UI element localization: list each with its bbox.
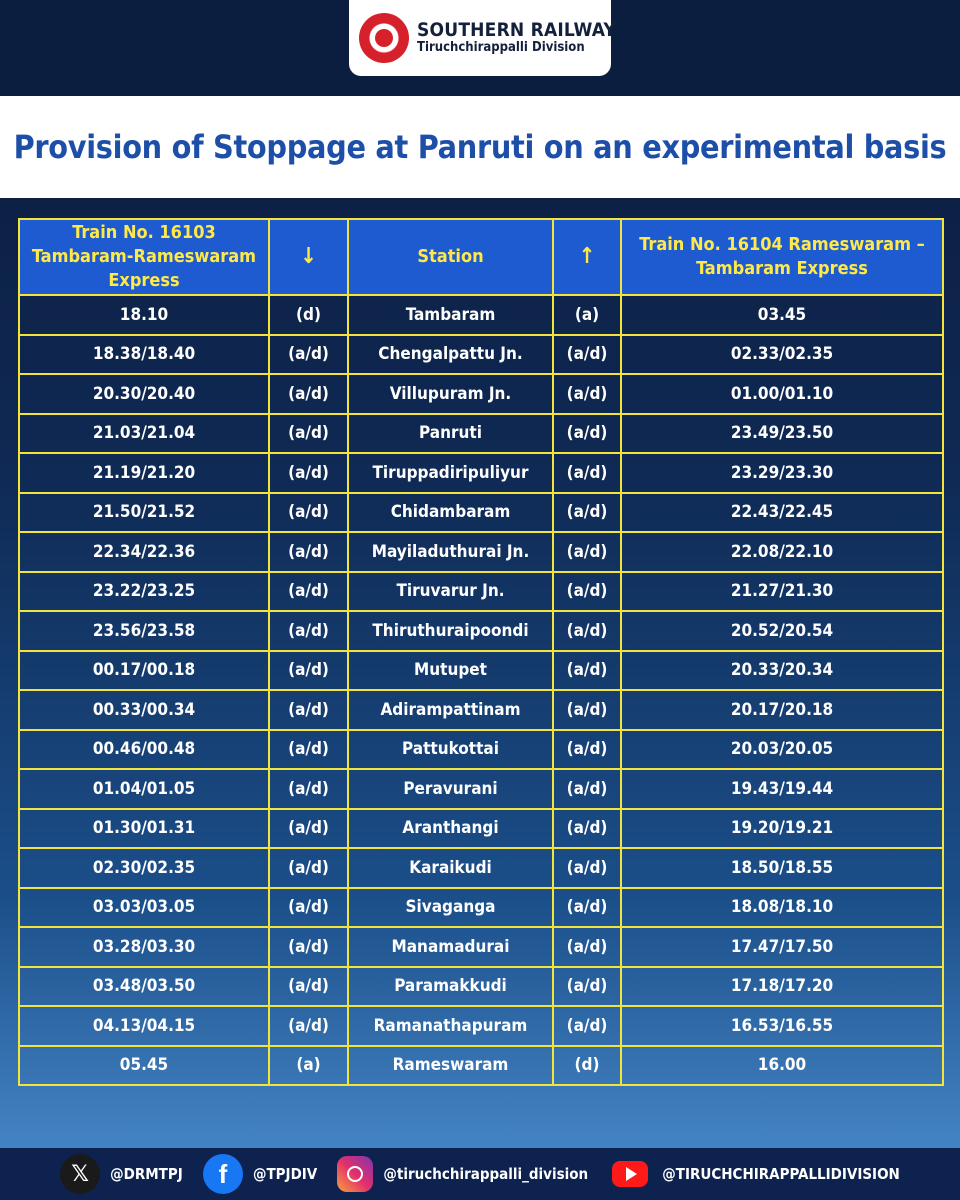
cell-train-16104-time: 20.17/20.18 <box>621 690 943 730</box>
cell-station: Tiruvarur Jn. <box>348 572 553 612</box>
table-row <box>19 335 943 375</box>
cell-station: Paramakkudi <box>348 967 553 1007</box>
instagram-handle: @tiruchchirappalli_division <box>383 1165 589 1183</box>
cell-station: Villupuram Jn. <box>348 374 553 414</box>
cell-train-16104-time: 22.08/22.10 <box>621 532 943 572</box>
x-icon: 𝕏 <box>60 1154 100 1194</box>
cell-train-16103-time: 01.30/01.31 <box>19 809 269 849</box>
cell-up-mode: (a/d) <box>553 374 621 414</box>
cell-down-mode: (a/d) <box>269 809 348 849</box>
social-x[interactable] <box>60 1154 183 1194</box>
cell-down-mode: (a/d) <box>269 414 348 454</box>
cell-up-mode: (a/d) <box>553 414 621 454</box>
cell-up-mode: (a/d) <box>553 611 621 651</box>
table-row <box>19 651 943 691</box>
logo-title: SOUTHERN RAILWAY <box>417 19 616 42</box>
cell-up-mode: (d) <box>553 1046 621 1086</box>
cell-up-mode: (a/d) <box>553 1006 621 1046</box>
cell-train-16103-time: 18.38/18.40 <box>19 335 269 375</box>
cell-station: Ramanathapuram <box>348 1006 553 1046</box>
cell-up-mode: (a/d) <box>553 967 621 1007</box>
cell-up-mode: (a/d) <box>553 809 621 849</box>
cell-station: Tiruppadiripuliyur <box>348 453 553 493</box>
timetable <box>18 218 944 1086</box>
cell-down-mode: (a/d) <box>269 730 348 770</box>
youtube-icon <box>608 1154 652 1194</box>
table-row <box>19 453 943 493</box>
cell-train-16104-time: 19.20/19.21 <box>621 809 943 849</box>
cell-station: Sivaganga <box>348 888 553 928</box>
cell-station: Peravurani <box>348 769 553 809</box>
cell-train-16104-time: 18.50/18.55 <box>621 848 943 888</box>
cell-down-mode: (a/d) <box>269 1006 348 1046</box>
cell-up-mode: (a/d) <box>553 730 621 770</box>
table-row <box>19 295 943 335</box>
cell-up-mode: (a/d) <box>553 651 621 691</box>
cell-train-16103-time: 21.19/21.20 <box>19 453 269 493</box>
cell-train-16103-time: 21.50/21.52 <box>19 493 269 533</box>
cell-train-16103-time: 03.28/03.30 <box>19 927 269 967</box>
cell-train-16104-time: 01.00/01.10 <box>621 374 943 414</box>
cell-up-mode: (a/d) <box>553 572 621 612</box>
table-row <box>19 730 943 770</box>
cell-up-mode: (a/d) <box>553 848 621 888</box>
cell-station: Pattukottai <box>348 730 553 770</box>
table-row <box>19 927 943 967</box>
cell-station: Mutupet <box>348 651 553 691</box>
cell-train-16103-time: 00.46/00.48 <box>19 730 269 770</box>
table-row <box>19 690 943 730</box>
cell-up-mode: (a/d) <box>553 453 621 493</box>
cell-down-mode: (a/d) <box>269 848 348 888</box>
table-row <box>19 809 943 849</box>
cell-train-16103-time: 22.34/22.36 <box>19 532 269 572</box>
cell-train-16104-time: 23.29/23.30 <box>621 453 943 493</box>
cell-up-mode: (a/d) <box>553 769 621 809</box>
cell-down-mode: (a/d) <box>269 335 348 375</box>
indian-railways-emblem-icon <box>359 13 409 63</box>
cell-train-16104-time: 20.33/20.34 <box>621 651 943 691</box>
cell-up-mode: (a/d) <box>553 335 621 375</box>
cell-down-mode: (a/d) <box>269 888 348 928</box>
cell-train-16103-time: 05.45 <box>19 1046 269 1086</box>
cell-train-16104-time: 20.52/20.54 <box>621 611 943 651</box>
cell-train-16103-time: 00.17/00.18 <box>19 651 269 691</box>
cell-train-16103-time: 23.22/23.25 <box>19 572 269 612</box>
cell-train-16103-time: 18.10 <box>19 295 269 335</box>
cell-down-mode: (a/d) <box>269 927 348 967</box>
cell-down-mode: (a/d) <box>269 572 348 612</box>
cell-train-16103-time: 23.56/23.58 <box>19 611 269 651</box>
table-row <box>19 1006 943 1046</box>
social-youtube[interactable] <box>608 1154 900 1194</box>
cell-down-mode: (a/d) <box>269 374 348 414</box>
cell-down-mode: (a/d) <box>269 967 348 1007</box>
table-row <box>19 572 943 612</box>
instagram-icon <box>337 1156 373 1192</box>
table-row <box>19 848 943 888</box>
cell-train-16103-time: 20.30/20.40 <box>19 374 269 414</box>
cell-station: Aranthangi <box>348 809 553 849</box>
cell-up-mode: (a/d) <box>553 927 621 967</box>
cell-down-mode: (a/d) <box>269 532 348 572</box>
cell-station: Adirampattinam <box>348 690 553 730</box>
cell-train-16104-time: 03.45 <box>621 295 943 335</box>
header-station: Station <box>348 219 553 295</box>
cell-up-mode: (a) <box>553 295 621 335</box>
cell-train-16103-time: 03.03/03.05 <box>19 888 269 928</box>
cell-train-16104-time: 22.43/22.45 <box>621 493 943 533</box>
cell-train-16103-time: 01.04/01.05 <box>19 769 269 809</box>
table-row <box>19 888 943 928</box>
cell-up-mode: (a/d) <box>553 690 621 730</box>
cell-station: Tambaram <box>348 295 553 335</box>
table-row <box>19 374 943 414</box>
cell-train-16104-time: 21.27/21.30 <box>621 572 943 612</box>
cell-train-16104-time: 19.43/19.44 <box>621 769 943 809</box>
cell-down-mode: (a/d) <box>269 493 348 533</box>
social-instagram[interactable] <box>337 1156 588 1192</box>
page-title: Provision of Stoppage at Panruti on an experimental basis <box>13 128 947 166</box>
logo-subtitle: Tiruchchirappalli Division <box>417 40 585 56</box>
social-facebook[interactable] <box>203 1154 317 1194</box>
cell-train-16104-time: 23.49/23.50 <box>621 414 943 454</box>
cell-station: Chengalpattu Jn. <box>348 335 553 375</box>
cell-station: Rameswaram <box>348 1046 553 1086</box>
cell-station: Manamadurai <box>348 927 553 967</box>
x-handle: @DRMTPJ <box>110 1165 183 1183</box>
cell-train-16104-time: 17.18/17.20 <box>621 967 943 1007</box>
cell-down-mode: (a/d) <box>269 690 348 730</box>
cell-down-mode: (a/d) <box>269 651 348 691</box>
cell-train-16103-time: 03.48/03.50 <box>19 967 269 1007</box>
cell-station: Panruti <box>348 414 553 454</box>
cell-train-16104-time: 18.08/18.10 <box>621 888 943 928</box>
cell-train-16103-time: 02.30/02.35 <box>19 848 269 888</box>
facebook-icon: f <box>203 1154 243 1194</box>
table-row <box>19 769 943 809</box>
cell-train-16103-time: 21.03/21.04 <box>19 414 269 454</box>
cell-train-16103-time: 00.33/00.34 <box>19 690 269 730</box>
railway-logo <box>349 0 616 76</box>
cell-train-16104-time: 20.03/20.05 <box>621 730 943 770</box>
table-row <box>19 414 943 454</box>
cell-station: Thiruthuraipoondi <box>348 611 553 651</box>
table-row <box>19 532 943 572</box>
table-row <box>19 493 943 533</box>
cell-train-16104-time: 02.33/02.35 <box>621 335 943 375</box>
cell-down-mode: (a/d) <box>269 611 348 651</box>
cell-down-mode: (a/d) <box>269 769 348 809</box>
cell-up-mode: (a/d) <box>553 532 621 572</box>
cell-train-16104-time: 17.47/17.50 <box>621 927 943 967</box>
cell-train-16103-time: 04.13/04.15 <box>19 1006 269 1046</box>
social-footer <box>0 1148 960 1200</box>
header-train-16104: Train No. 16104 Rameswaram – Tambaram Express <box>621 219 943 295</box>
cell-up-mode: (a/d) <box>553 493 621 533</box>
cell-station: Karaikudi <box>348 848 553 888</box>
up-arrow-icon: ↑ <box>553 219 621 295</box>
table-row <box>19 611 943 651</box>
table-row <box>19 1046 943 1086</box>
cell-down-mode: (a/d) <box>269 453 348 493</box>
cell-up-mode: (a/d) <box>553 888 621 928</box>
header-train-16103: Train No. 16103 Tambaram-Rameswaram Express <box>19 219 269 295</box>
facebook-handle: @TPJDIV <box>252 1165 318 1183</box>
cell-station: Mayiladuthurai Jn. <box>348 532 553 572</box>
cell-train-16104-time: 16.53/16.55 <box>621 1006 943 1046</box>
cell-down-mode: (d) <box>269 295 348 335</box>
youtube-handle: @TIRUCHCHIRAPPALLIDIVISION <box>662 1165 900 1183</box>
cell-station: Chidambaram <box>348 493 553 533</box>
table-header-row <box>19 219 943 295</box>
down-arrow-icon: ↓ <box>269 219 348 295</box>
table-row <box>19 967 943 1007</box>
cell-down-mode: (a) <box>269 1046 348 1086</box>
title-band <box>0 96 960 198</box>
cell-train-16104-time: 16.00 <box>621 1046 943 1086</box>
